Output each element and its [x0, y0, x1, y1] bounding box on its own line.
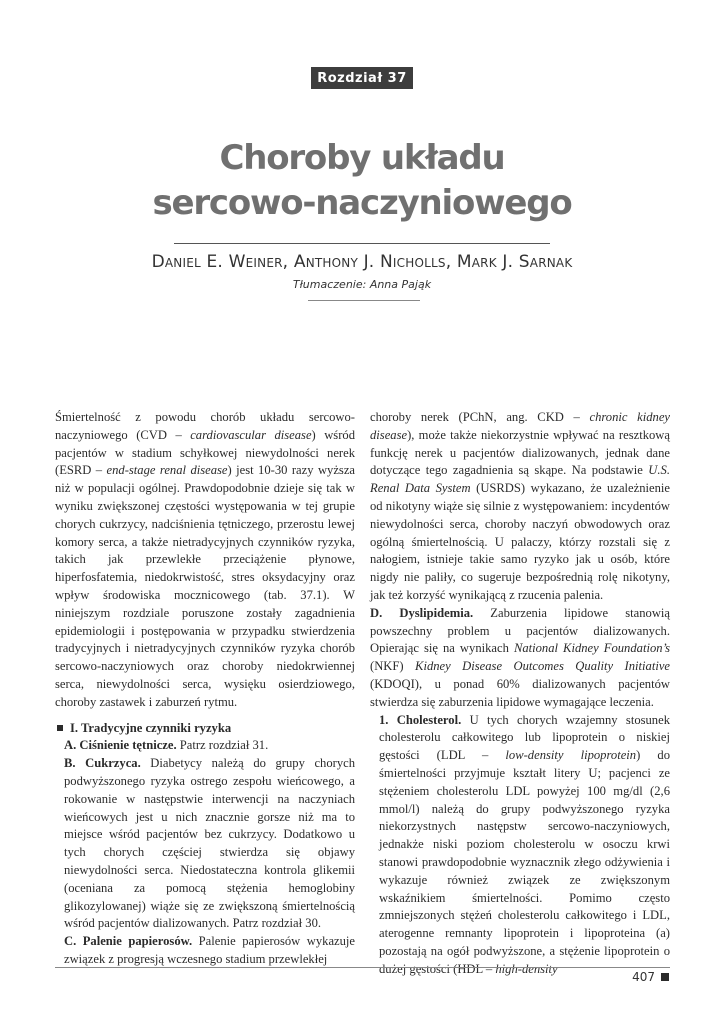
square-bullet-icon: [57, 725, 63, 731]
item-a: A. Ciśnienie tętnicze. Patrz rozdział 31.: [64, 738, 269, 753]
title-line-1: Choroby układu: [219, 138, 505, 178]
section-heading: I. Tradycyjne czynniki ryzyka: [55, 720, 355, 738]
chapter-title: [150, 136, 574, 226]
item-d: D. Dyslipidemia. Zaburzenia lipidowe stanowią powszechny problem u pacjentów dializowanych. Opierając się na wynikach National Kidney Foundation’s (NKF) Kidney Disease Outcomes Quality Initiative (KDOQI), u ponad 60% dializowanych pacjentów stwierdza się zaburzenia lipidowe wymagające leczenia.: [370, 605, 671, 709]
chapter-label: Rozdział 37: [311, 67, 413, 89]
page-square-icon: [661, 973, 669, 981]
item-b: B. Cukrzyca. Diabetycy należą do grupy chorych podwyższonego ryzyka ostrego zespołu wieńcowego, a rokowanie w następstwie interwencji na naczyniach wieńcowych jest u nich znacznie gorsze niż ma to miejsce wśród pacjentów bez cukrzycy. Dodatkowo u tych chorych częściej stwierdza się objawy niewydolności serca. Niedostateczna kontrola glikemii (oceniana za pomocą stężenia hemoglobiny glikozylowanej) wiąże się ze zwiększoną śmiertelnością wśród pacjentów dializowanych. Patrz rozdział 30.: [64, 756, 356, 931]
item-d-1: 1. Cholesterol. U tych chorych wzajemny stosunek cholesterolu całkowitego lub lipoprotein o niskiej gęstości (LDL – low-density lipoprotein) do śmiertelności przyjmuje kształt litery U; pacjenci ze stężeniem cholesterolu LDL powyżej 100 mg/dl (2,6 mmol/l) należą do grupy podwyższonego ryzyka niekorzystnych następstw sercowo-naczyniowych, jednakże niski poziom cholesterolu w osoczu krwi stanowi prawdopodobnie wyznacznik złego odżywienia i wykazuje również związek ze zwiększonym wskaźnikiem śmiertelności. Pomimo często zmniejszonych stężeń cholesterolu całkowitego i LDL, aterogenne remnanty lipoprotein i lipoproteina (a) pozostają na ogół podwyższone, a stężenie lipoprotein o dużej gęstości (HDL – high-density: [379, 712, 671, 976]
page-number-text: 407: [632, 970, 655, 984]
translation-credit: Tłumaczenie: Anna Pająk: [292, 278, 432, 291]
title-line-2: sercowo-naczyniowego: [152, 183, 572, 223]
intro-paragraph: Śmiertelność z powodu chorób układu sercowo-naczyniowego (CVD – cardiovascular disease) wśród pacjentów w stadium schyłkowej niewydolności nerek (ESRD – end-stage renal disease) jest 10-30 razy wyższa niż w populacji ogólnej. Prawdopodobnie dzieje się tak w wyniku zwiększonej częstości występowania w tej grupie chorych cukrzycy, nadciśnienia tętniczego, przerostu lewej komory serca, a także nietradycyjnych czynników ryzyka, takich jak przewlekłe przeciążenie płynowe, hiperfosfatemia, niedokrwistość, stres oksydacyjny oraz wpływ środowiska mocznicowego (tab. 37.1). W niniejszym rozdziale poruszone zostały zagadnienia epidemiologii i postępowania w przypadku stwierdzenia tradycyjnych i nietradycyjnych czynników ryzyka chorób sercowo-naczyniowych oraz choroby niedokrwiennej serca, niewydolności serca, wysięku osierdziowego, choroby zastawek i zaburzeń rytmu.: [55, 410, 356, 709]
page-number: [632, 970, 669, 984]
footer-divider: [55, 967, 670, 968]
left-column: [55, 409, 355, 969]
smoking-continuation: choroby nerek (PChN, ang. CKD – chronic kidney disease), może także niekorzystnie wpływać na resztkową funkcję nerek u pacjentów dializowanych, jednak dane dotyczące tego zagadnienia są skąpe. Na podstawie U.S. Renal Data System (USRDS) wykazano, że uzależnienie od nikotyny wiąże się silnie z występowaniem: incydentów niewydolności serca, choroby naczyń obwodowych oraz ogólną śmiertelnością. U palaczy, którzy rozstali się z nałogiem, istnieje takie samo ryzyko jak u osób, które nigdy nie paliły, co sugeruje bezpośrednią rolę nikotyny, jak też korzyść wynikającą z rzucenia palenia.: [370, 410, 670, 602]
authors: Daniel E. Weiner, Anthony J. Nicholls, Mark J. Sarnak: [151, 252, 573, 272]
right-column: [370, 409, 670, 979]
translation-divider: [308, 300, 420, 301]
item-c: C. Palenie papierosów. Palenie papierosów wykazuje związek z progresją wczesnego stadium przewlekłej: [64, 934, 356, 966]
title-divider: [174, 243, 550, 244]
